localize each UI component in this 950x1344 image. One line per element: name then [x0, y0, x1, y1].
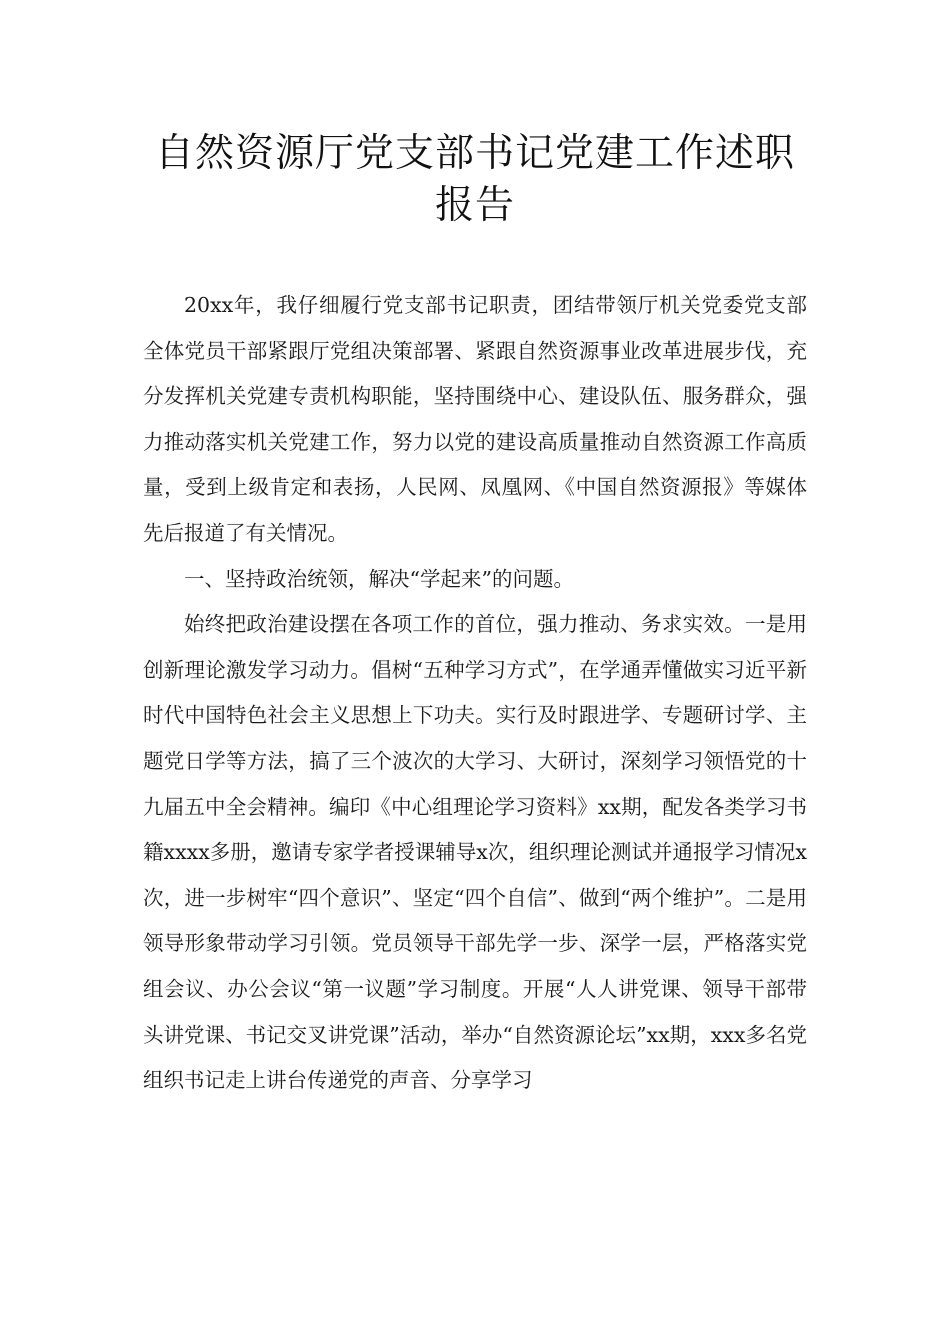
body-paragraph-section-1: 始终把政治建设摆在各项工作的首位，强力推动、务求实效。一是用创新理论激发学习动力。倡树“五种学习方式”，在学通弄懂做实习近平新时代中国特色社会主义思想上下功夫。实行及时跟进学、专题研讨学、主题党日学等方法，搞了三个波次的大学习、大研讨，深刻学习领悟党的十九届五中全会精神。编印《中心组理论学习资料》xx期，配发各类学习书籍xxxx多册，邀请专家学者授课辅导x次，组织理论测试并通报学习情况x次，进一步树牢“四个意识”、坚定“四个自信”、做到“两个维护”。二是用领导形象带动学习引领。党员领导干部先学一步、深学一层，严格落实党组会议、办公会议“第一议题”学习制度。开展“人人讲党课、领导干部带头讲党课、书记交叉讲党课”活动，举办“自然资源论坛”xx期，xxx多名党组织书记走上讲台传递党的声音、分享学习	[143, 612, 807, 1093]
section-heading-1: 一、坚持政治统领，解决“学起来”的问题。	[184, 566, 574, 591]
document-body	[143, 283, 807, 1104]
document-title: 自然资源厅党支部书记党建工作述职报告	[154, 131, 795, 228]
body-paragraph-intro: 20xx年，我仔细履行党支部书记职责，团结带领厅机关党委党支部全体党员干部紧跟厅党组决策部署、紧跟自然资源事业改革进展步伐，充分发挥机关党建专责机构职能，坚持围绕中心、建设队伍、服务群众，强力推动落实机关党建工作，努力以党的建设高质量推动自然资源工作高质量，受到上级肯定和表扬，人民网、凤凰网、《中国自然资源报》等媒体先后报道了有关情况。	[143, 293, 807, 545]
